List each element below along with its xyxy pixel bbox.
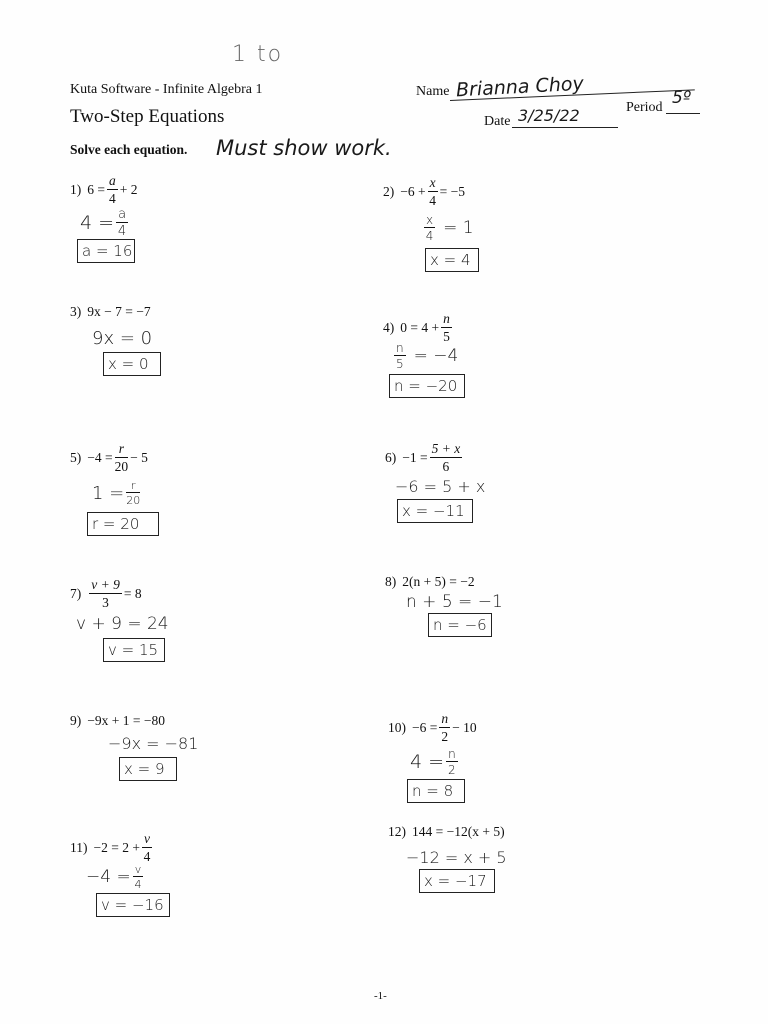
denominator: 5 [443, 328, 450, 344]
problem-4 [383, 312, 454, 343]
name-value: Brianna Choy [455, 72, 585, 102]
top-scribble: 1 to [232, 42, 284, 67]
work-fraction [394, 342, 406, 370]
numerator: r [118, 441, 124, 456]
work-numerator: a [118, 207, 127, 222]
eq-right: = 8 [123, 585, 142, 601]
answer-box: v = −16 [96, 893, 170, 917]
numerator: 5 + x [431, 441, 461, 456]
problem-1 [70, 174, 138, 205]
numerator: v [143, 831, 150, 846]
work-step-1 [80, 208, 130, 238]
denominator: 4 [429, 192, 436, 208]
equation: 144 = −12(x + 5) [412, 824, 505, 839]
eq-right: − 10 [452, 719, 477, 735]
page-number: -1- [374, 990, 387, 1002]
numerator: n [443, 311, 450, 326]
eq-left: −4 = [87, 449, 113, 465]
work-step-1: −12 = x + 5 [406, 848, 507, 867]
date-label: Date [484, 114, 511, 129]
work-fraction [446, 748, 458, 776]
problem-3 [70, 304, 151, 320]
work-fraction [116, 208, 128, 238]
fraction [115, 442, 129, 473]
work-step-1: 9x = 0 [92, 328, 153, 349]
fraction [430, 442, 463, 473]
work-left: 1 = [92, 482, 125, 504]
work-step-1 [392, 342, 458, 370]
eq-left: −6 + [400, 183, 426, 199]
problem-number: 9) [70, 713, 82, 728]
problem-12 [388, 824, 505, 840]
work-denominator: 4 [117, 224, 127, 239]
eq-left: 6 = [87, 181, 105, 197]
eq-right: + 2 [119, 181, 138, 197]
numerator: a [109, 173, 116, 188]
problem-11 [70, 832, 154, 863]
problem-number: 11) [70, 839, 88, 855]
work-step-1: −9x = −81 [108, 734, 199, 753]
problem-7 [70, 578, 142, 609]
period-underline [666, 113, 700, 114]
numerator: x [429, 175, 436, 190]
work-step-1: −6 = 5 + x [395, 477, 486, 496]
answer-box: v = 15 [103, 638, 165, 662]
denominator: 20 [114, 458, 129, 474]
fraction [428, 176, 438, 207]
work-fraction [126, 480, 140, 506]
work-step-1 [410, 748, 460, 776]
denominator: 4 [109, 190, 116, 206]
answer-box: x = 4 [425, 248, 479, 272]
problem-number: 4) [383, 319, 395, 335]
answer-box: n = −20 [389, 374, 465, 398]
handwritten-note: Must show work. [216, 136, 392, 160]
answer-box: n = 8 [407, 779, 465, 803]
work-left: 4 = [80, 212, 115, 234]
problem-number: 2) [383, 183, 395, 199]
eq-left: 0 = 4 + [400, 319, 440, 335]
answer-box: x = −17 [419, 869, 495, 893]
denominator: 2 [441, 728, 449, 744]
problem-number: 3) [70, 304, 82, 319]
name-label: Name [416, 84, 450, 99]
answer-box: n = −6 [428, 613, 492, 637]
denominator: 3 [102, 594, 109, 610]
work-denominator: 2 [448, 763, 456, 777]
work-step-1 [86, 864, 145, 890]
answer-box: r = 20 [87, 512, 159, 536]
fraction [439, 712, 450, 743]
date-value: 3/25/22 [518, 106, 580, 125]
denominator: 4 [143, 848, 151, 864]
answer-box: a = 16 [77, 239, 135, 263]
problem-2 [383, 176, 465, 207]
work-denominator: 4 [134, 878, 142, 891]
problem-6 [385, 442, 464, 473]
work-step-1: n + 5 = −1 [406, 592, 503, 612]
work-step-1 [92, 480, 142, 506]
answer-box: x = −11 [397, 499, 473, 523]
period-label: Period [626, 100, 663, 115]
work-denominator: 4 [425, 229, 434, 243]
equation: 9x − 7 = −7 [87, 304, 151, 319]
work-numerator: n [448, 747, 456, 761]
answer-box: x = 9 [119, 757, 177, 781]
worksheet-title: Two-Step Equations [70, 106, 225, 127]
work-left: 4 = [410, 751, 445, 773]
work-numerator: v [134, 863, 142, 876]
work-left: −4 = [86, 867, 131, 887]
problem-number: 10) [388, 719, 406, 735]
work-numerator: n [396, 341, 404, 355]
publisher-line: Kuta Software - Infinite Algebra 1 [70, 82, 263, 97]
work-step-1: v + 9 = 24 [76, 614, 169, 634]
work-right: = −4 [413, 346, 459, 366]
problem-number: 8) [385, 574, 397, 589]
date-underline [512, 127, 618, 128]
work-fraction [133, 864, 144, 890]
work-numerator: r [126, 480, 140, 493]
work-denominator: 20 [126, 494, 141, 507]
denominator: 6 [442, 458, 450, 474]
work-denominator: 5 [395, 357, 404, 371]
period-value: 5º [672, 88, 691, 108]
problem-number: 6) [385, 449, 397, 465]
work-step-1 [422, 214, 474, 242]
fraction [142, 832, 152, 863]
problem-10 [388, 712, 477, 743]
fraction [89, 578, 122, 609]
work-numerator: x [426, 213, 434, 227]
problem-number: 12) [388, 824, 406, 839]
problem-number: 1) [70, 181, 82, 197]
answer-box: x = 0 [103, 352, 161, 376]
work-fraction [424, 214, 435, 242]
fraction [441, 312, 452, 343]
eq-left: −2 = 2 + [93, 839, 140, 855]
problem-9 [70, 713, 165, 729]
problem-number: 5) [70, 449, 82, 465]
eq-left: −1 = [402, 449, 428, 465]
work-right: = 1 [443, 218, 474, 238]
fraction [107, 174, 118, 205]
numerator: n [441, 711, 449, 726]
eq-right: − 5 [130, 449, 148, 465]
equation: 2(n + 5) = −2 [402, 574, 475, 589]
instructions: Solve each equation. [70, 142, 188, 157]
eq-right: = −5 [439, 183, 465, 199]
problem-number: 7) [70, 585, 82, 601]
equation: −9x + 1 = −80 [87, 713, 165, 728]
problem-5 [70, 442, 148, 473]
numerator: v + 9 [91, 577, 120, 592]
problem-8 [385, 574, 475, 590]
eq-left: −6 = [412, 719, 438, 735]
